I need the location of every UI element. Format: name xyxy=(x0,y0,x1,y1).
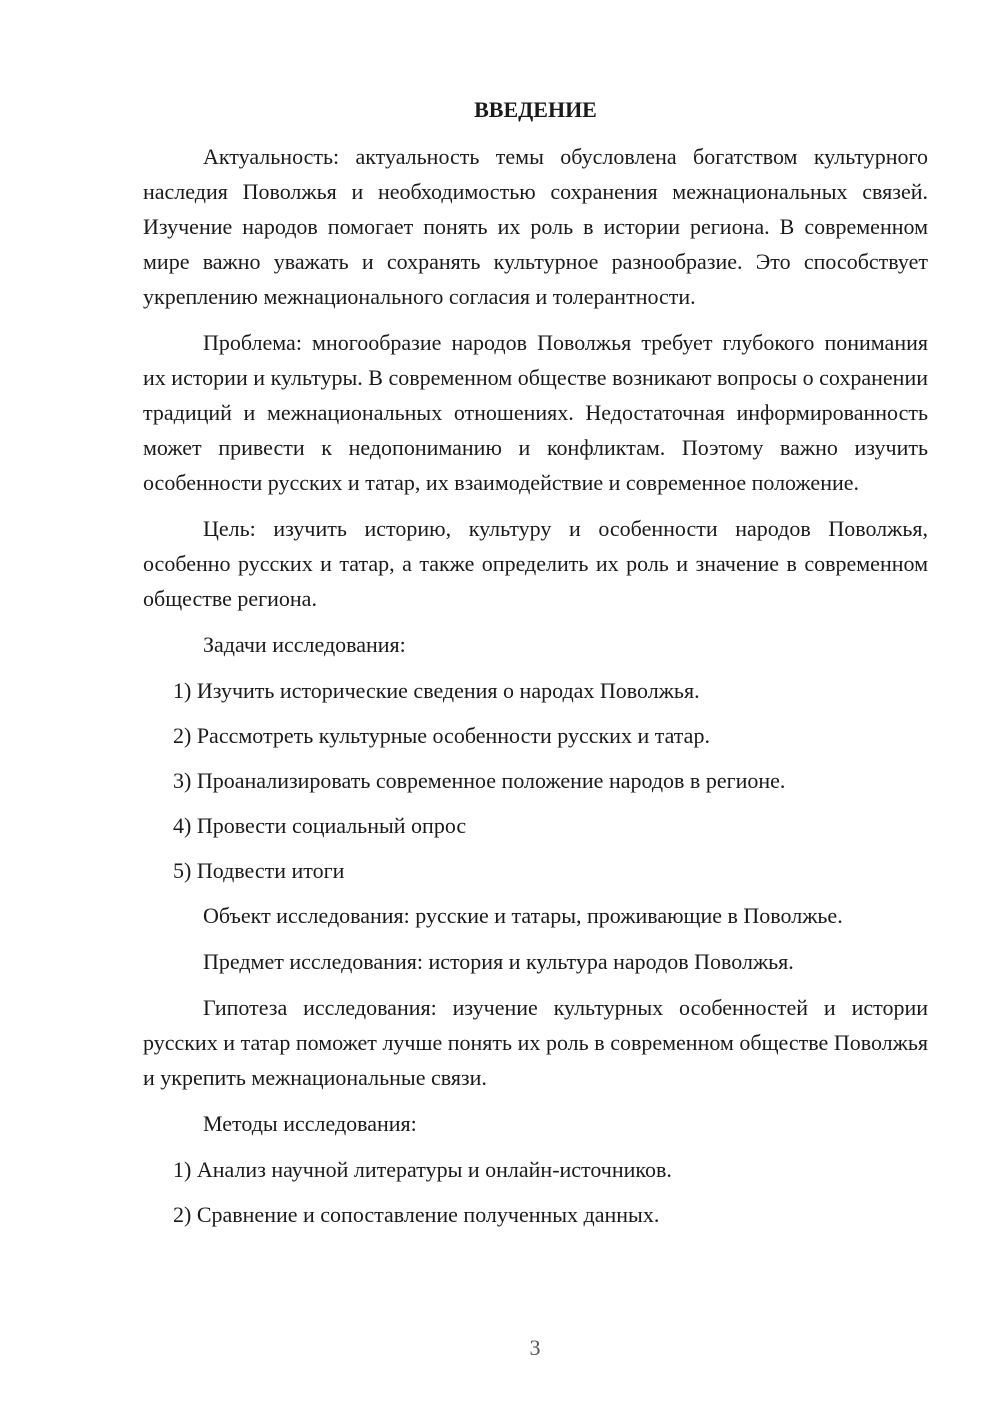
method-item: 2) Сравнение и сопоставление полученных данных. xyxy=(173,1202,660,1227)
page-number: 3 xyxy=(529,1335,541,1360)
task-item: 5) Подвести итоги xyxy=(173,858,345,883)
methods-heading: Методы исследования: xyxy=(203,1111,417,1136)
tasks-heading: Задачи исследования: xyxy=(203,632,406,657)
section-title: ВВЕДЕНИЕ xyxy=(474,97,597,122)
subject-paragraph: Предмет исследования: история и культура народов Поволжья. xyxy=(203,949,794,974)
relevance-paragraph: Актуальность: актуальность темы обусловлена богатством культурного наследия Поволжья и необходимостью сохранения межнациональных связей. Изучение народов помогает понять их роль в истории региона. В современном мире важно уважать и сохранять культурное разнообразие. Это способствует укреплению межнационального согласия и толерантности. xyxy=(143,144,928,309)
page-content xyxy=(143,92,928,1242)
tasks-list xyxy=(143,673,928,888)
task-item: 4) Провести социальный опрос xyxy=(173,813,467,838)
hypothesis-paragraph: Гипотеза исследования: изучение культурных особенностей и истории русских и татар поможет лучше понять их роль в современном обществе Поволжья и укрепить межнациональные связи. xyxy=(143,995,928,1090)
task-item: 2) Рассмотреть культурные особенности русских и татар. xyxy=(173,723,710,748)
problem-paragraph: Проблема: многообразие народов Поволжья требует глубокого понимания их истории и культуры. В современном обществе возникают вопросы о сохранении традиций и межнациональных отношениях. Недостаточная информированность может привести к недопониманию и конфликтам. Поэтому важно изучить особенности русских и татар, их взаимодействие и современное положение. xyxy=(143,330,928,495)
goal-paragraph: Цель: изучить историю, культуру и особенности народов Поволжья, особенно русских и татар, а также определить их роль и значение в современном обществе региона. xyxy=(143,516,928,611)
object-paragraph: Объект исследования: русские и татары, проживающие в Поволжье. xyxy=(203,903,843,928)
method-item: 1) Анализ научной литературы и онлайн-источников. xyxy=(173,1157,672,1182)
task-item: 1) Изучить исторические сведения о народах Поволжья. xyxy=(173,678,700,703)
task-item: 3) Проанализировать современное положение народов в регионе. xyxy=(173,768,786,793)
methods-list xyxy=(143,1152,928,1232)
